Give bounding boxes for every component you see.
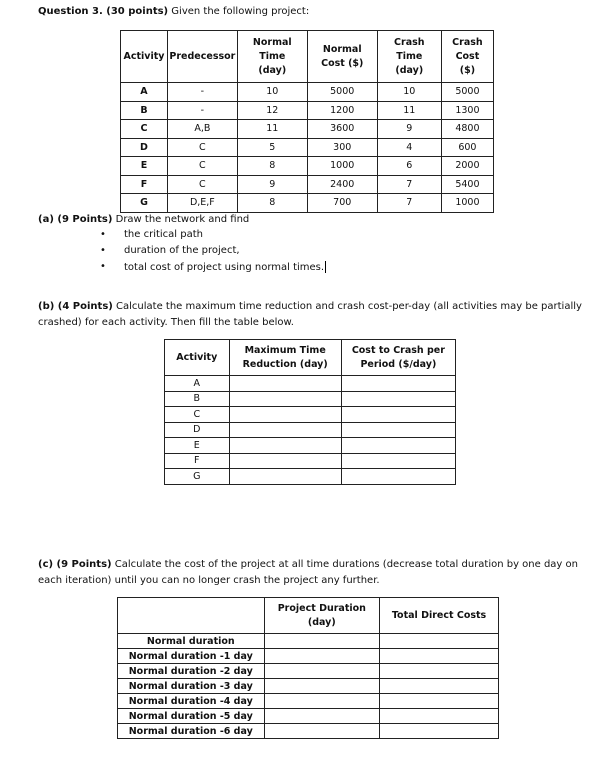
cell: D,E,F	[167, 194, 237, 213]
duration-table-header	[118, 598, 499, 634]
header-activity: Activity	[165, 340, 230, 376]
table-row	[121, 83, 494, 102]
part-b-heading	[38, 299, 583, 331]
cell: 8	[237, 157, 307, 176]
input-cell[interactable]	[341, 376, 455, 392]
header-project-duration: Project Duration (day)	[264, 598, 380, 634]
cell: 5000	[307, 83, 377, 102]
table-row	[118, 724, 499, 739]
cell: 2000	[441, 157, 493, 176]
input-cell[interactable]	[341, 469, 455, 485]
cell: G	[121, 194, 168, 213]
project-table	[120, 30, 494, 213]
table-row	[118, 679, 499, 694]
header-activity: Activity	[121, 31, 168, 83]
table-row	[121, 138, 494, 157]
cell: A	[165, 376, 230, 392]
cell: C	[167, 157, 237, 176]
cell: 700	[307, 194, 377, 213]
cell: 4	[377, 138, 441, 157]
part-a-bullet-cursor-line	[124, 261, 326, 273]
header-normal-cost: Normal Cost ($)	[307, 31, 377, 83]
table-row	[118, 664, 499, 679]
bullet-icon: •	[100, 245, 106, 256]
part-a-label: (a) (9 Points)	[38, 214, 113, 225]
input-cell[interactable]	[229, 407, 341, 423]
cell: 9	[237, 175, 307, 194]
input-cell[interactable]	[229, 376, 341, 392]
table-row	[118, 634, 499, 649]
cell: F	[165, 453, 230, 469]
cell: 8	[237, 194, 307, 213]
part-a-bullet: total cost of project using normal times.	[124, 262, 325, 273]
input-cell[interactable]	[341, 391, 455, 407]
input-cell[interactable]	[380, 634, 499, 649]
crash-table	[164, 339, 456, 485]
cell: B	[121, 101, 168, 120]
header-cost-per-period: Cost to Crash per Period ($/day)	[341, 340, 455, 376]
table-row	[165, 438, 456, 454]
header-blank	[118, 598, 265, 634]
part-a-bullet: the critical path	[124, 229, 203, 240]
part-a-heading	[38, 214, 249, 225]
part-c-label: (c) (9 Points)	[38, 559, 112, 570]
cell: F	[121, 175, 168, 194]
text-cursor	[325, 261, 326, 273]
input-cell[interactable]	[380, 724, 499, 739]
cell: -	[167, 83, 237, 102]
question-title	[38, 6, 309, 17]
cell: A	[121, 83, 168, 102]
cell: Normal duration -2 day	[118, 664, 265, 679]
input-cell[interactable]	[380, 664, 499, 679]
cell: 1200	[307, 101, 377, 120]
input-cell[interactable]	[264, 649, 380, 664]
table-row	[165, 407, 456, 423]
part-b-text: Calculate the maximum time reduction and crash cost-per-day (all activities may be partially crashed) for each activity. Then fill the table below.	[38, 301, 582, 328]
input-cell[interactable]	[341, 453, 455, 469]
table-row	[121, 101, 494, 120]
table-row	[118, 694, 499, 709]
cell: 3600	[307, 120, 377, 139]
table-row	[121, 157, 494, 176]
cell: 11	[237, 120, 307, 139]
crash-table-header	[165, 340, 456, 376]
table-row	[165, 453, 456, 469]
bullet-icon: •	[100, 229, 106, 240]
input-cell[interactable]	[229, 469, 341, 485]
cell: B	[165, 391, 230, 407]
cell: 5	[237, 138, 307, 157]
part-a-text: Draw the network and find	[112, 214, 250, 225]
input-cell[interactable]	[229, 391, 341, 407]
cell: D	[165, 422, 230, 438]
cell: Normal duration -1 day	[118, 649, 265, 664]
input-cell[interactable]	[264, 694, 380, 709]
table-row	[121, 120, 494, 139]
input-cell[interactable]	[264, 634, 380, 649]
cell: E	[121, 157, 168, 176]
input-cell[interactable]	[264, 664, 380, 679]
table-row	[165, 376, 456, 392]
part-c-text: Calculate the cost of the project at all time durations (decrease total duration by one day on each iteration) until you can no longer crash the project any further.	[38, 559, 578, 586]
cell: 6	[377, 157, 441, 176]
cell: Normal duration -4 day	[118, 694, 265, 709]
header-normal-time: Normal Time (day)	[237, 31, 307, 83]
cell: C	[121, 120, 168, 139]
cell: 11	[377, 101, 441, 120]
table-row	[165, 469, 456, 485]
cell: 10	[377, 83, 441, 102]
cell: 4800	[441, 120, 493, 139]
cell: C	[167, 138, 237, 157]
input-cell[interactable]	[229, 453, 341, 469]
cell: 7	[377, 175, 441, 194]
table-row	[118, 649, 499, 664]
cell: 5400	[441, 175, 493, 194]
table-row	[121, 194, 494, 213]
cell: Normal duration	[118, 634, 265, 649]
cell: E	[165, 438, 230, 454]
cell: C	[165, 407, 230, 423]
input-cell[interactable]	[341, 422, 455, 438]
input-cell[interactable]	[264, 709, 380, 724]
table-row	[165, 391, 456, 407]
cell: A,B	[167, 120, 237, 139]
input-cell[interactable]	[380, 649, 499, 664]
input-cell[interactable]	[264, 724, 380, 739]
input-cell[interactable]	[229, 438, 341, 454]
cell: 1000	[441, 194, 493, 213]
part-c-heading	[38, 557, 583, 589]
cell: 10	[237, 83, 307, 102]
input-cell[interactable]	[341, 438, 455, 454]
cell: 5000	[441, 83, 493, 102]
cell: 12	[237, 101, 307, 120]
cell: D	[121, 138, 168, 157]
cell: G	[165, 469, 230, 485]
header-crash-cost: Crash Cost ($)	[441, 31, 493, 83]
cell: Normal duration -3 day	[118, 679, 265, 694]
cell: 600	[441, 138, 493, 157]
duration-table	[117, 597, 499, 739]
header-crash-time: Crash Time (day)	[377, 31, 441, 83]
table-row	[118, 709, 499, 724]
input-cell[interactable]	[264, 679, 380, 694]
header-max-reduction: Maximum Time Reduction (day)	[229, 340, 341, 376]
cell: 1300	[441, 101, 493, 120]
cell: Normal duration -5 day	[118, 709, 265, 724]
input-cell[interactable]	[341, 407, 455, 423]
cell: Normal duration -6 day	[118, 724, 265, 739]
input-cell[interactable]	[380, 694, 499, 709]
input-cell[interactable]	[380, 709, 499, 724]
cell: 7	[377, 194, 441, 213]
header-total-direct-costs: Total Direct Costs	[380, 598, 499, 634]
question-text: Given the following project:	[168, 6, 310, 17]
bullet-icon: •	[100, 261, 106, 272]
question-label: Question 3. (30 points)	[38, 6, 169, 17]
cell: 2400	[307, 175, 377, 194]
table-row	[165, 422, 456, 438]
part-a-bullet: duration of the project,	[124, 245, 240, 256]
table-row	[121, 175, 494, 194]
cell: 9	[377, 120, 441, 139]
cell: C	[167, 175, 237, 194]
cell: -	[167, 101, 237, 120]
part-b-label: (b) (4 Points)	[38, 301, 113, 312]
cell: 1000	[307, 157, 377, 176]
project-table-header	[121, 31, 494, 83]
cell: 300	[307, 138, 377, 157]
input-cell[interactable]	[229, 422, 341, 438]
header-predecessor: Predecessor	[167, 31, 237, 83]
input-cell[interactable]	[380, 679, 499, 694]
